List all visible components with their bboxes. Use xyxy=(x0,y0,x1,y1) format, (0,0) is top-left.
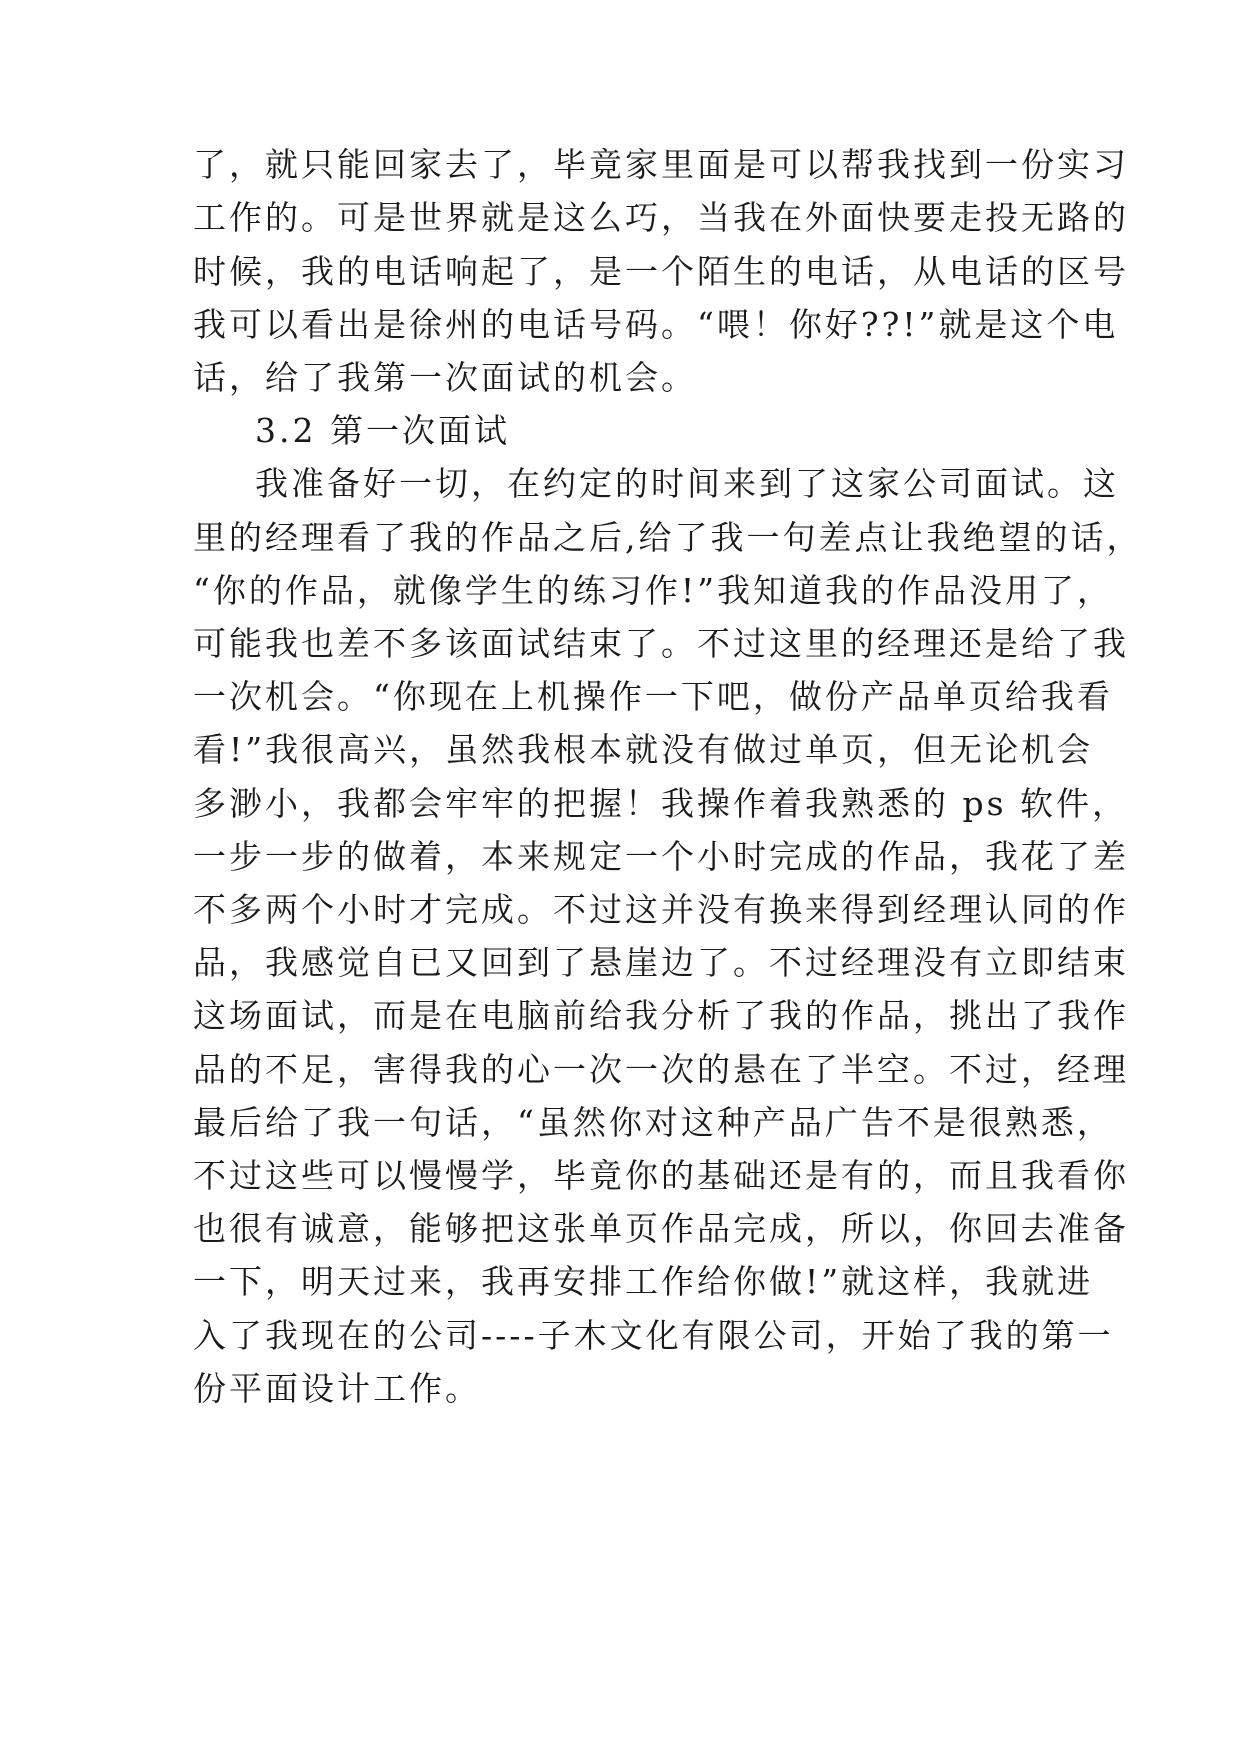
section-heading: 3.2 第一次面试 xyxy=(255,411,510,450)
text-line-17: 这场面试，而是在电脑前给我分析了我的作品，挑出了我作 xyxy=(193,996,1129,1035)
text-line-12: 看!”我很高兴，虽然我根本就没有做过单页，但无论机会 xyxy=(193,730,1094,769)
text-line-21: 也很有诚意，能够把这张单页作品完成，所以，你回去准备 xyxy=(193,1209,1129,1248)
text-line-2: 工作的。可是世界就是这么巧，当我在外面快要走投无路的 xyxy=(193,198,1129,237)
text-line-14: 一步一步的做着，本来规定一个小时完成的作品，我花了差 xyxy=(193,837,1129,876)
text-line-13: 多渺小，我都会牢牢的把握！我操作着我熟悉的 ps 软件， xyxy=(193,784,1129,823)
text-line-20: 不过这些可以慢慢学，毕竟你的基础还是有的，而且我看你 xyxy=(193,1156,1129,1195)
text-line-22: 一下，明天过来，我再安排工作给你做!”就这样，我就进 xyxy=(193,1262,1094,1301)
text-line-16: 品，我感觉自已又回到了悬崖边了。不过经理没有立即结束 xyxy=(193,943,1129,982)
text-line-1: 了，就只能回家去了，毕竟家里面是可以帮我找到一份实习 xyxy=(193,145,1129,184)
text-line-10: 可能我也差不多该面试结束了。不过这里的经理还是给了我 xyxy=(193,624,1129,663)
paragraph-start-line: 我准备好一切，在约定的时间来到了这家公司面试。这 xyxy=(255,464,1119,503)
text-line-5: 话，给了我第一次面试的机会。 xyxy=(193,358,697,397)
text-line-8: 里的经理看了我的作品之后,给了我一句差点让我绝望的话， xyxy=(193,518,1143,557)
text-line-24: 份平面设计工作。 xyxy=(193,1369,481,1408)
text-line-9: “你的作品，就像学生的练习作!”我知道我的作品没用了， xyxy=(193,571,1114,610)
text-line-15: 不多两个小时才完成。不过这并没有换来得到经理认同的作 xyxy=(193,890,1129,929)
text-line-4: 我可以看出是徐州的电话号码。“喂！你好??!”就是这个电 xyxy=(193,305,1119,344)
text-line-18: 品的不足，害得我的心一次一次的悬在了半空。不过，经理 xyxy=(193,1050,1129,1089)
text-line-23: 入了我现在的公司----子木文化有限公司，开始了我的第一 xyxy=(193,1316,1114,1355)
text-line-11: 一次机会。“你现在上机操作一下吧，做份产品单页给我看 xyxy=(193,677,1113,716)
text-line-3: 时候，我的电话响起了，是一个陌生的电话，从电话的区号 xyxy=(193,252,1129,291)
text-line-19: 最后给了我一句话，“虽然你对这种产品广告不是很熟悉， xyxy=(193,1103,1113,1142)
